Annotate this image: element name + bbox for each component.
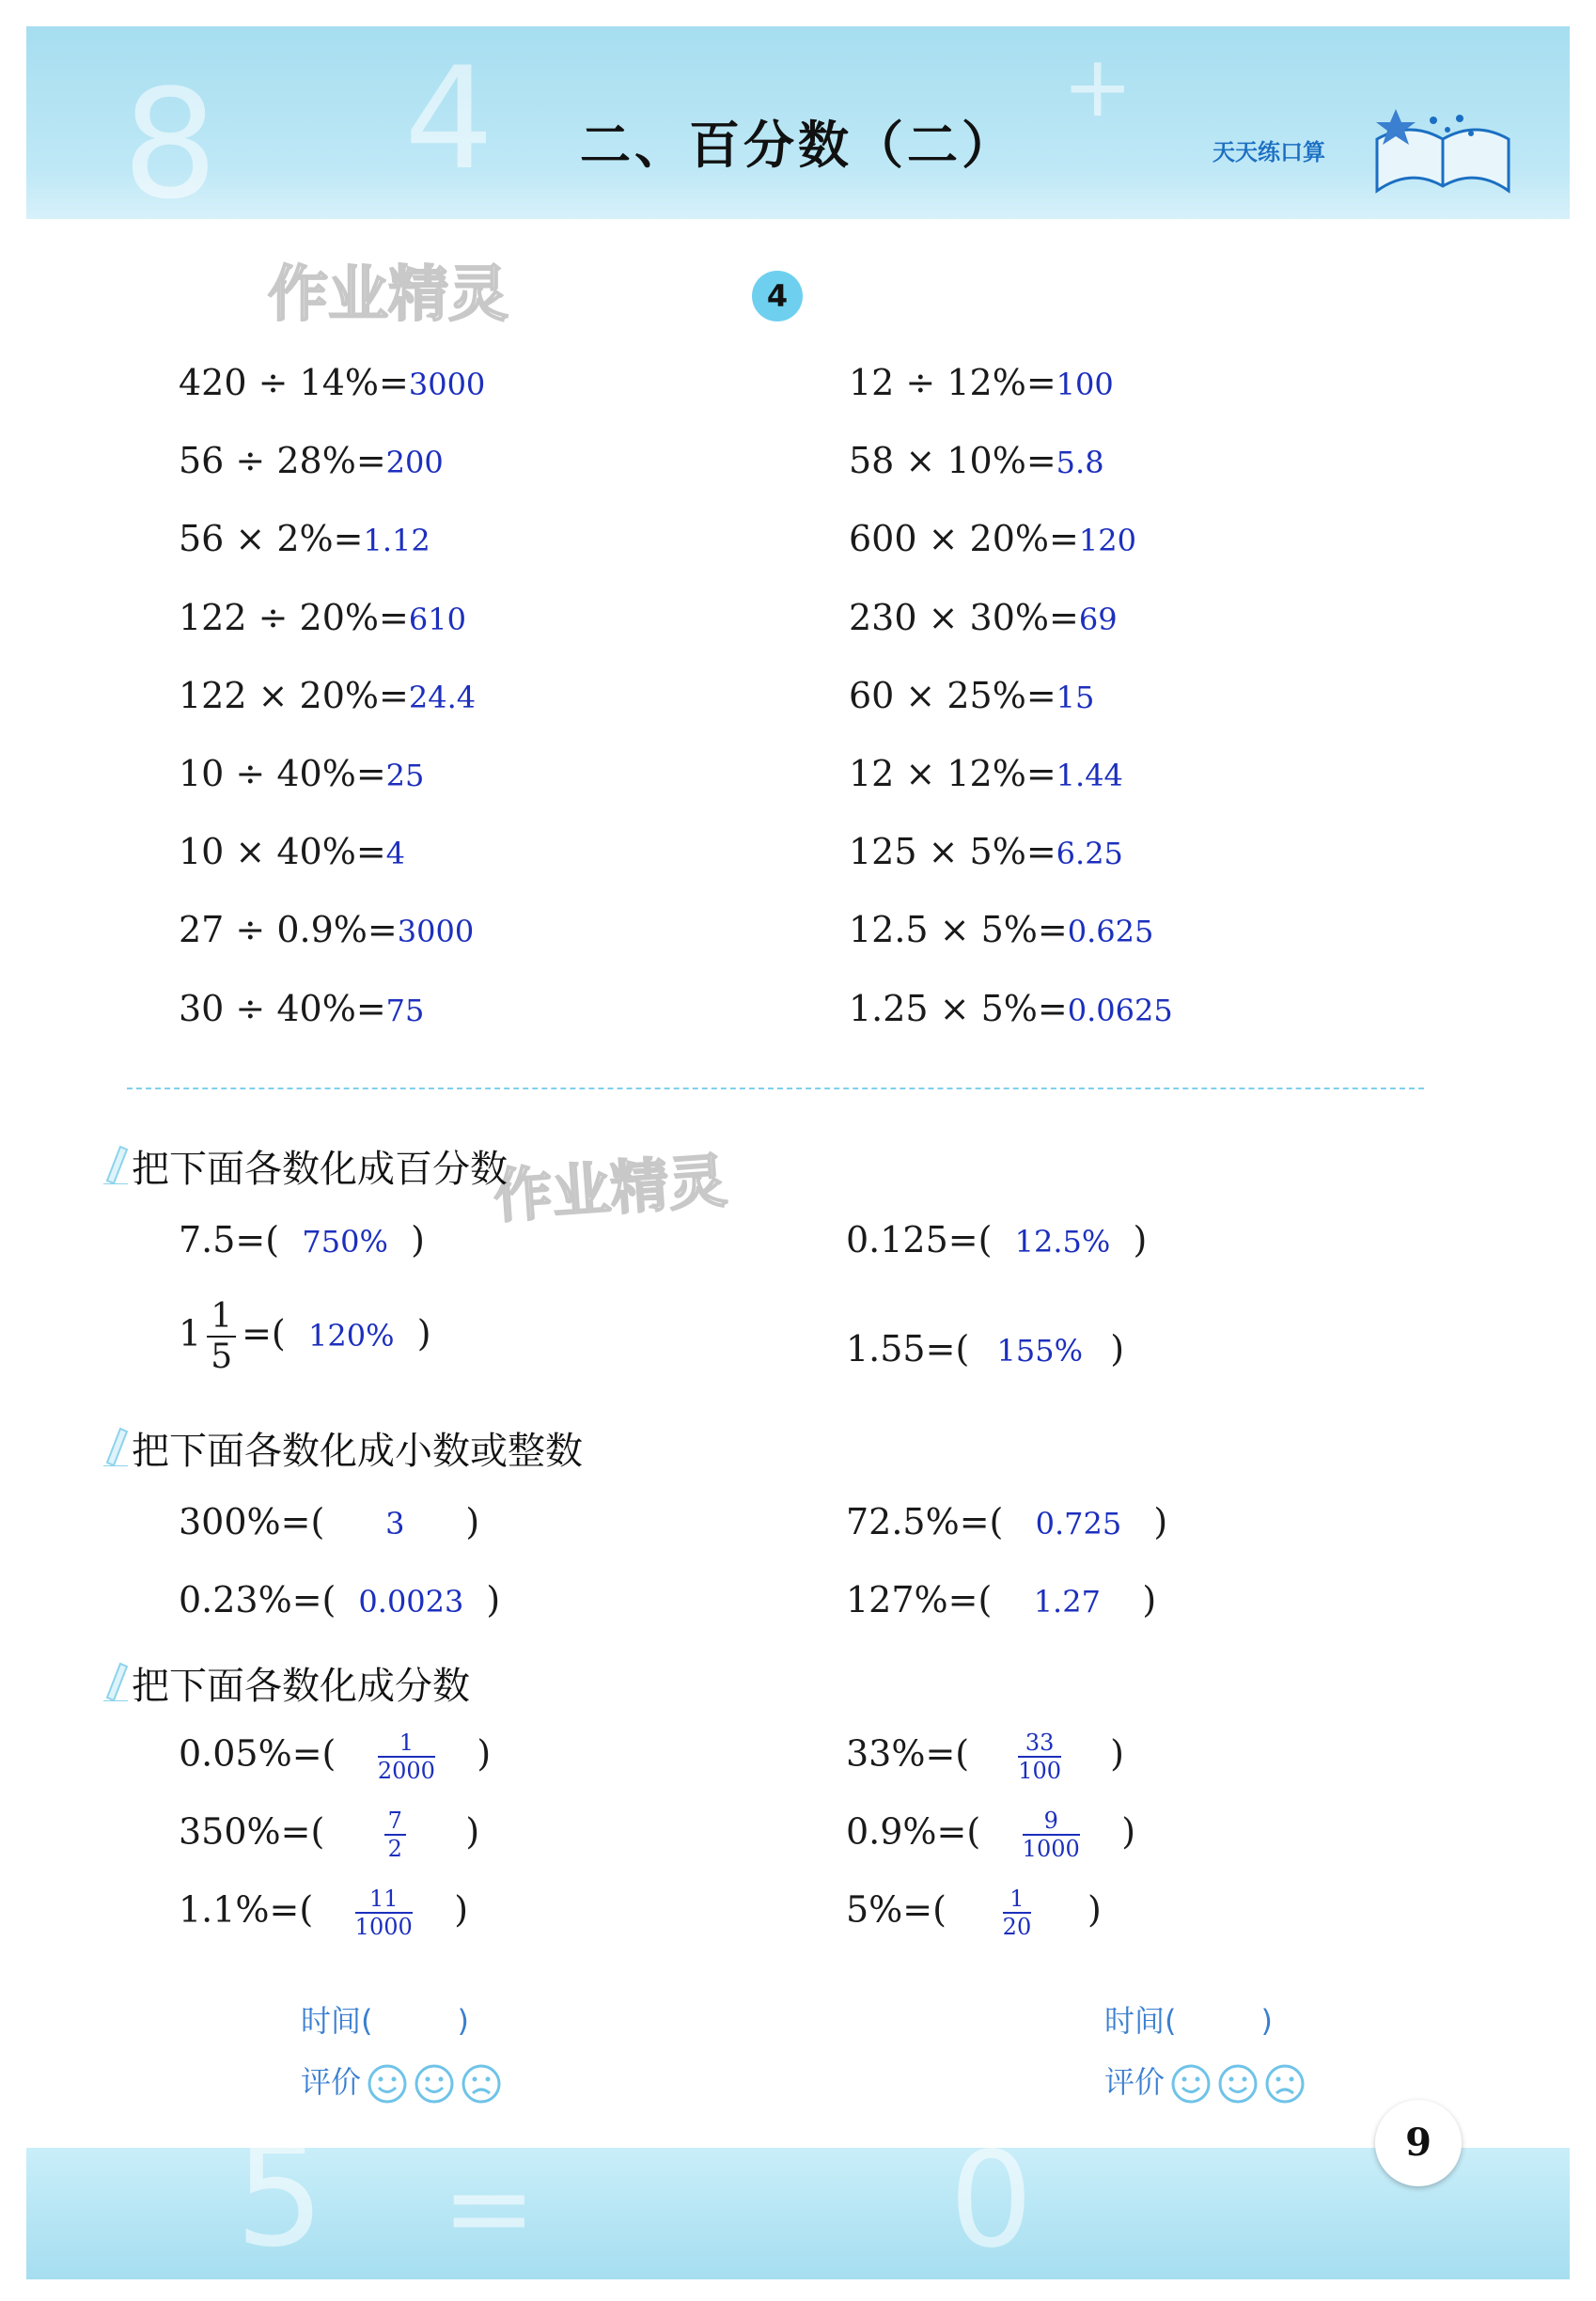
- exercise-number-badge: 4: [752, 271, 803, 321]
- calc-item: [179, 831, 405, 872]
- answer: 750%: [302, 1224, 388, 1260]
- convert-row: 300%=( 3 ): [179, 1501, 480, 1542]
- answer: 1.12: [363, 523, 430, 559]
- answer: 69: [1078, 601, 1118, 637]
- answer: 24.4: [408, 679, 477, 715]
- answer: 6.25: [1056, 836, 1123, 872]
- smile-face-icon[interactable]: [414, 2063, 455, 2105]
- convert-row: 5%=( $\frac{1}{20}$ ): [846, 1886, 1102, 1940]
- answer: 3: [385, 1506, 405, 1542]
- calc-item: [849, 518, 1136, 559]
- calc-expression: 56 ÷ 28%=: [179, 440, 386, 482]
- calc-expression: 10 × 40%=: [179, 831, 386, 873]
- answer: 3000: [408, 367, 486, 402]
- calc-expression: 56 × 2%=: [179, 518, 364, 560]
- answer: 12.5%: [1014, 1224, 1111, 1260]
- time-field: 时间( ): [1104, 2003, 1273, 2039]
- calc-item: [179, 909, 474, 950]
- fraction-answer: $\frac{9}{1000}$: [1022, 1808, 1080, 1862]
- calc-item: [179, 988, 424, 1029]
- calc-item: [849, 597, 1118, 638]
- calc-expression: 58 × 10%=: [849, 440, 1056, 482]
- smile-face-icon[interactable]: [367, 2063, 408, 2105]
- answer: 155%: [996, 1333, 1084, 1369]
- answer: 200: [385, 445, 444, 481]
- calc-expression: 420 ÷ 14%=: [179, 362, 409, 403]
- convert-row: 72.5%=( 0.725 ): [846, 1501, 1168, 1542]
- watermark: 作业精灵: [492, 1146, 729, 1231]
- answer: 1.27: [1033, 1584, 1101, 1620]
- pencil-icon: [102, 1425, 130, 1466]
- sad-face-icon[interactable]: [461, 2063, 502, 2105]
- section-title-decimal: 把下面各数化成小数或整数: [132, 1421, 583, 1475]
- calc-expression: 125 × 5%=: [849, 831, 1056, 873]
- calc-expression: 600 × 20%=: [849, 518, 1079, 560]
- answer: 120: [1078, 523, 1136, 559]
- calc-expression: 122 ÷ 20%=: [179, 596, 409, 638]
- pencil-icon: [102, 1143, 130, 1184]
- calc-expression: 12.5 × 5%=: [849, 909, 1068, 951]
- calc-item: [179, 518, 430, 559]
- deco-plus: +: [1062, 38, 1134, 136]
- calc-item: [849, 753, 1123, 794]
- fraction-answer: $\frac{1}{20}$: [1002, 1886, 1032, 1940]
- watermark: 作业精灵: [268, 260, 509, 330]
- answer: 25: [385, 758, 425, 793]
- fraction-answer: $\frac{11}{1000}$: [354, 1886, 413, 1940]
- convert-row: 0.9%=( $\frac{9}{1000}$ ): [846, 1808, 1136, 1862]
- calc-item: [849, 362, 1114, 403]
- calc-expression: 230 × 30%=: [849, 596, 1079, 638]
- calc-item: [849, 675, 1094, 716]
- calc-expression: 12 ÷ 12%=: [849, 362, 1056, 403]
- answer: 1.44: [1056, 758, 1123, 793]
- calc-item: [179, 675, 476, 716]
- convert-row: 33%=( $\frac{33}{100}$ ): [846, 1730, 1124, 1784]
- fraction-answer: $\frac{33}{100}$: [1018, 1730, 1062, 1784]
- calc-expression: 30 ÷ 40%=: [179, 987, 386, 1029]
- brand-label: 天天练口算: [1213, 139, 1325, 165]
- fraction-answer: $\frac{1}{2000}$: [377, 1730, 435, 1784]
- convert-row: 350%=( $\frac{7}{2}$ ): [179, 1808, 480, 1862]
- convert-row: 0.23%=( 0.0023 ): [179, 1579, 501, 1620]
- answer: 0.725: [1035, 1506, 1122, 1542]
- deco-digit: 4: [404, 38, 494, 201]
- calc-expression: 1.25 × 5%=: [849, 987, 1068, 1029]
- section-title-percent: 把下面各数化成百分数: [132, 1139, 508, 1193]
- calc-expression: 122 × 20%=: [179, 674, 409, 716]
- answer: 5.8: [1056, 445, 1104, 481]
- pencil-icon: [102, 1660, 130, 1701]
- evaluation-row: 评价: [1104, 2058, 1306, 2105]
- answer: 0.0625: [1067, 992, 1173, 1028]
- answer: 0.0023: [358, 1584, 464, 1620]
- deco-digit: 8: [122, 56, 218, 232]
- calc-item: [179, 753, 424, 794]
- calc-item: [849, 831, 1123, 872]
- answer: 0.625: [1067, 914, 1154, 950]
- time-field: 时间( ): [301, 2003, 469, 2039]
- calc-expression: 12 × 12%=: [849, 753, 1056, 794]
- convert-row: 1 $\frac{1}{5}$ =( 120% ): [179, 1297, 431, 1376]
- calc-item: [849, 909, 1153, 950]
- convert-row: 1.1%=( $\frac{11}{1000}$ ): [179, 1886, 469, 1940]
- calc-expression: 10 ÷ 40%=: [179, 753, 386, 794]
- open-book-icon: [1368, 102, 1518, 200]
- convert-row: 7.5=( 750% ): [179, 1219, 425, 1260]
- answer: 4: [385, 836, 406, 872]
- fraction-answer: $\frac{7}{2}$: [384, 1808, 406, 1862]
- section-title-fraction: 把下面各数化成分数: [132, 1656, 470, 1710]
- calc-expression: 27 ÷ 0.9%=: [179, 909, 398, 951]
- calc-expression: 60 × 25%=: [849, 674, 1056, 716]
- answer: 3000: [397, 914, 475, 950]
- mixed-fraction: $\frac{1}{5}$: [207, 1297, 236, 1376]
- calc-item: [179, 362, 485, 403]
- calc-item: [849, 988, 1173, 1029]
- page-title: 二、百分数（二）: [580, 116, 1016, 175]
- deco-equals: =: [442, 2143, 537, 2274]
- smile-face-icon[interactable]: [1217, 2063, 1259, 2105]
- section-divider: [127, 1088, 1424, 1089]
- convert-row: 0.05%=( $\frac{1}{2000}$ ): [179, 1730, 492, 1784]
- answer: 120%: [308, 1317, 395, 1354]
- calc-item: [849, 440, 1104, 481]
- smile-face-icon[interactable]: [1170, 2063, 1212, 2105]
- calc-item: [179, 440, 444, 481]
- deco-digit: 5: [235, 2115, 325, 2278]
- answer: 75: [385, 992, 425, 1028]
- convert-row: 127%=( 1.27 ): [846, 1579, 1157, 1620]
- convert-row: 1.55=( 155% ): [846, 1328, 1125, 1370]
- sad-face-icon[interactable]: [1264, 2063, 1306, 2105]
- answer: 100: [1056, 367, 1114, 402]
- page-number: 9: [1375, 2100, 1462, 2186]
- convert-row: 0.125=( 12.5% ): [846, 1219, 1148, 1260]
- answer: 15: [1056, 679, 1095, 715]
- answer: 610: [408, 601, 466, 637]
- evaluation-row: 评价: [301, 2058, 502, 2105]
- calc-item: [179, 597, 466, 638]
- deco-digit: 0: [949, 2124, 1034, 2278]
